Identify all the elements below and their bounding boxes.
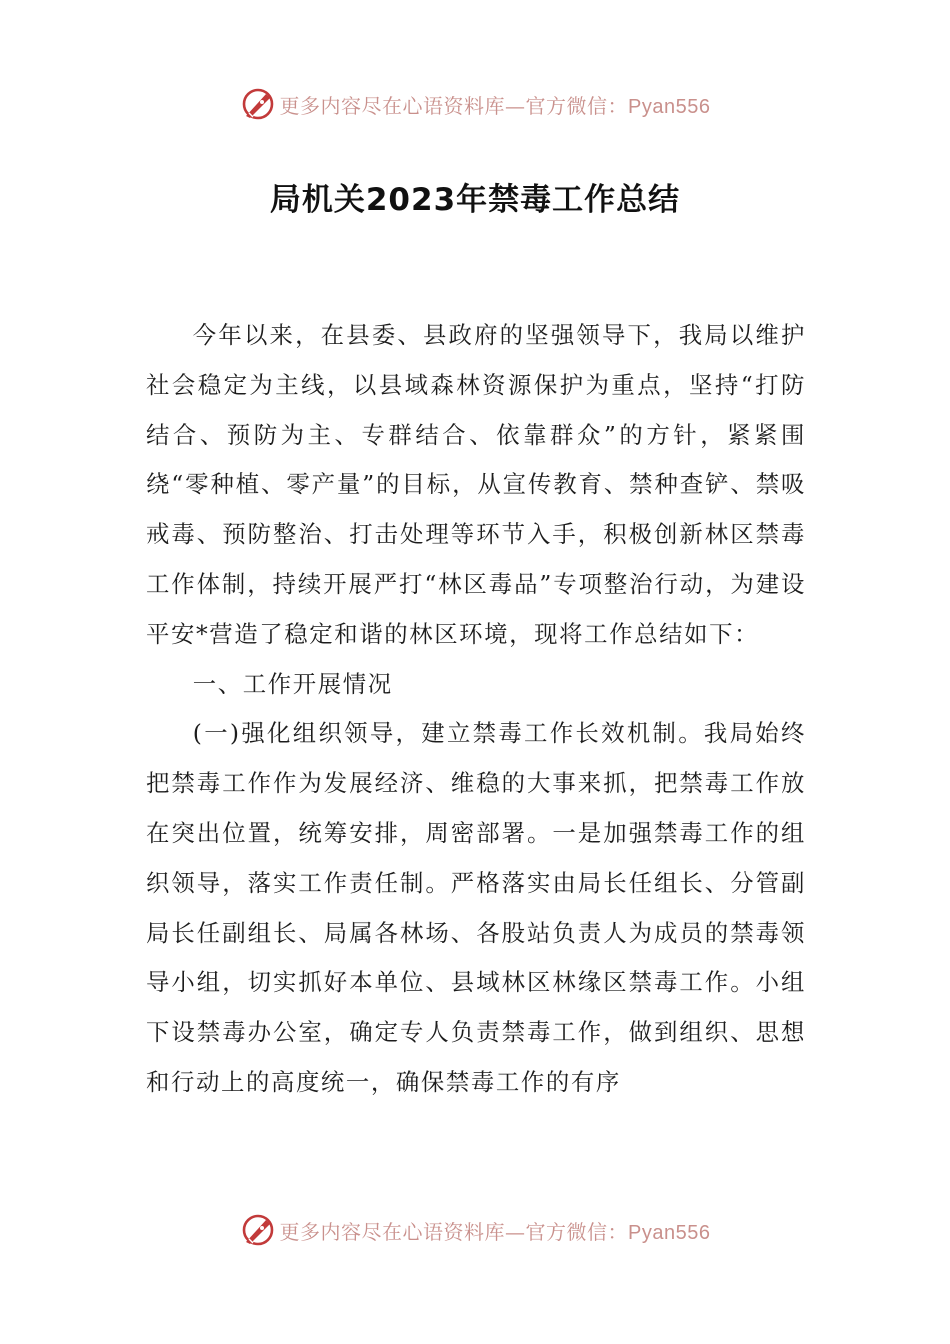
pen-circle-logo-icon xyxy=(240,86,276,122)
document-title: 局机关2023年禁毒工作总结 xyxy=(269,182,681,218)
document-body xyxy=(146,311,806,1108)
banner-wechat-id: Pyan556 xyxy=(628,1221,711,1244)
banner-text: 更多内容尽在心语资料库—官方微信：Pyan556 xyxy=(279,1219,711,1244)
banner-text: 更多内容尽在心语资料库—官方微信：Pyan556 xyxy=(279,93,711,118)
section-heading: 一、工作开展情况 xyxy=(192,669,393,698)
pen-circle-logo-icon xyxy=(240,1212,276,1248)
paragraph-intro: 今年以来，在县委、县政府的坚强领导下，我局以维护社会稳定为主线，以县域森林资源保护为重点，坚持“打防结合、预防为主、专群结合、依靠群众”的方针，紧紧围绕“零种植、零产量”的目标，从宣传教育、禁种查铲、禁吸戒毒、预防整治、打击处理等环节入手，积极创新林区禁毒工作体制，持续开展严打“林区毒品”专项整治行动，为建设平安*营造了稳定和谐的林区环境，现将工作总结如下： xyxy=(146,321,806,648)
header-banner xyxy=(0,82,950,126)
footer-banner xyxy=(0,1208,950,1252)
paragraph-section-1: (一)强化组织领导，建立禁毒工作长效机制。我局始终把禁毒工作作为发展经济、维稳的大事来抓，把禁毒工作放在突出位置，统筹安排，周密部署。一是加强禁毒工作的组织领导，落实工作责任制。严格落实由局长任组长、分管副局长任副组长、局属各林场、各股站负责人为成员的禁毒领导小组，切实抓好本单位、县域林区林缘区禁毒工作。小组下设禁毒办公室，确定专人负责禁毒工作，做到组织、思想和行动上的高度统一，确保禁毒工作的有序 xyxy=(146,719,806,1096)
banner-wechat-id: Pyan556 xyxy=(628,95,711,118)
